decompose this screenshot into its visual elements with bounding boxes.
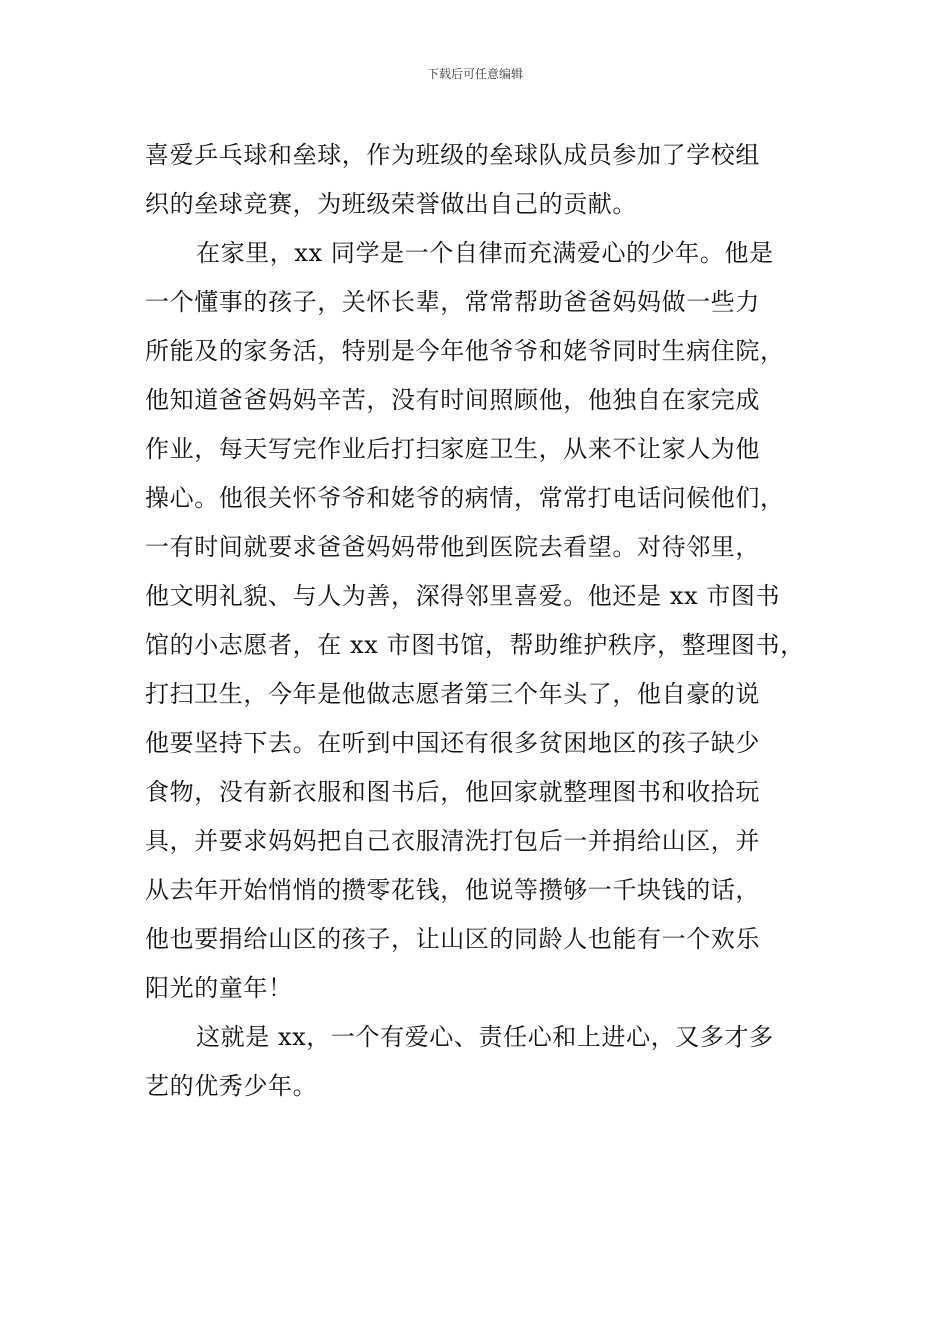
text-line: 这就是 xx，一个有爱心、责任心和上进心，又多才多 — [196, 1023, 774, 1051]
text-line: 艺的优秀少年。 — [145, 1072, 318, 1100]
body-text — [145, 131, 810, 1111]
text-line: 喜爱乒乓球和垒球，作为班级的垒球队成员参加了学校组 — [145, 141, 760, 169]
text-line: 他文明礼貌、与人为善，深得邻里喜爱。他还是 xx 市图书 — [145, 582, 781, 610]
text-line: 在家里，xx 同学是一个自律而充满爱心的少年。他是 — [196, 239, 774, 267]
text-line: 一有时间就要求爸爸妈妈带他到医院去看望。对待邻里， — [145, 533, 760, 561]
text-line: 织的垒球竞赛，为班级荣誉做出自己的贡献。 — [145, 190, 637, 218]
text-line: 他也要捐给山区的孩子，让山区的同龄人也能有一个欢乐 — [145, 925, 760, 953]
text-line: 所能及的家务活，特别是今年他爷爷和姥爷同时生病住院， — [145, 337, 785, 365]
text-line: 阳光的童年！ — [145, 974, 293, 1002]
text-line: 操心。他很关怀爷爷和姥爷的病情，常常打电话问候他们， — [145, 484, 785, 512]
text-line: 他要坚持下去。在听到中国还有很多贫困地区的孩子缺少 — [145, 729, 760, 757]
text-line: 食物，没有新衣服和图书后，他回家就整理图书和收拾玩 — [145, 778, 760, 806]
text-line: 作业，每天写完作业后打扫家庭卫生，从来不让家人为他 — [145, 435, 760, 463]
text-line: 一个懂事的孩子，关怀长辈，常常帮助爸爸妈妈做一些力 — [145, 288, 760, 316]
text-line: 从去年开始悄悄的攒零花钱，他说等攒够一千块钱的话， — [145, 876, 760, 904]
text-line: 打扫卫生，今年是他做志愿者第三个年头了，他自豪的说 — [145, 680, 760, 708]
page-header: 下载后可任意编辑 — [426, 67, 523, 81]
text-line: 具，并要求妈妈把自己衣服清洗打包后一并捐给山区，并 — [145, 827, 760, 855]
text-line: 馆的小志愿者，在 xx 市图书馆，帮助维护秩序，整理图书， — [145, 631, 805, 659]
text-line: 他知道爸爸妈妈辛苦，没有时间照顾他，他独自在家完成 — [145, 386, 760, 414]
